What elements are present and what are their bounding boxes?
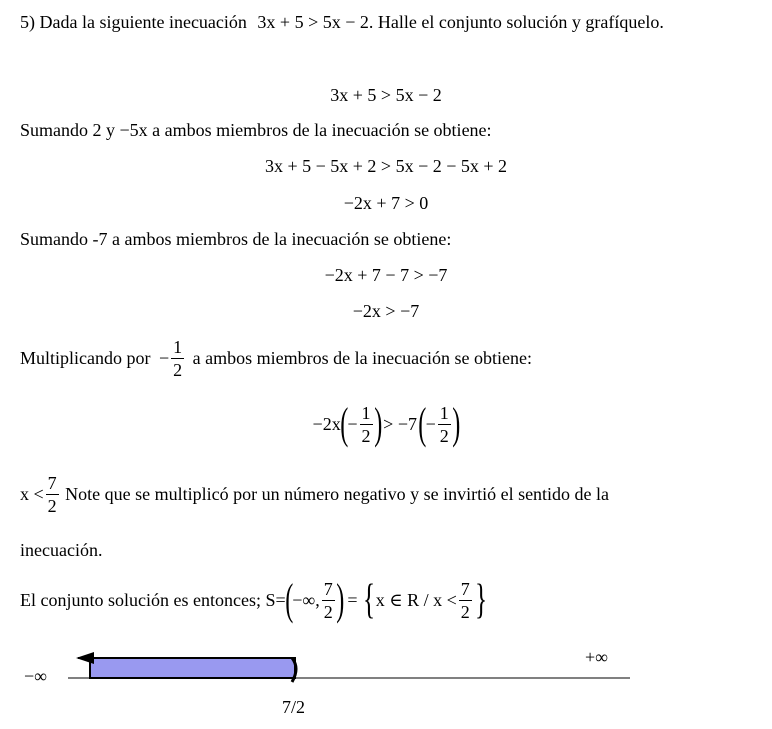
equation-2: 3x + 5 − 5x + 2 > 5x − 2 − 5x + 2 <box>264 156 508 176</box>
problem-text: 5) Dada la siguiente inecuación <box>20 12 247 32</box>
plus-infinity-label: +∞ <box>585 647 608 667</box>
point-label: 7/2 <box>282 697 306 717</box>
result-line <box>20 474 609 515</box>
problem-inequality: 3x + 5 > 5x − 2 <box>257 12 369 32</box>
fraction-one-half: $\frac{1}{2}$ <box>439 402 449 446</box>
note-text: Note que se multiplicó por un número negativo y se invirtió el sentido de la <box>65 484 610 504</box>
step-text-3-prefix: Multiplicando por <box>20 348 151 368</box>
problem-instruction: . Halle el conjunto solución y grafíquelo. <box>368 12 664 32</box>
fraction-seven-halves: $\frac{7}{2}$ <box>323 578 333 622</box>
step-text-3 <box>20 338 532 379</box>
step-text-1: Sumando 2 y −5x a ambos miembros de la inecuación se obtiene: <box>20 120 492 140</box>
solution-prefix: El conjunto solución es entonces; S= <box>20 589 286 610</box>
fraction-seven-halves: $\frac{7}{2}$ <box>460 578 470 622</box>
fraction-one-half: $\frac{1}{2}$ <box>361 402 371 446</box>
step-text-3-minus: − <box>158 348 170 368</box>
number-line <box>0 640 772 729</box>
fraction-seven-halves: $\frac{7}{2}$ <box>47 473 57 516</box>
equation-4: −2x + 7 − 7 > −7 <box>324 265 448 285</box>
step-text-3-suffix: a ambos miembros de la inecuación se obtiene: <box>192 348 533 368</box>
equation-6: −2x(− $\frac{1}{2}$ )> −7(− $\frac{1}{2}$ ) <box>312 399 461 448</box>
equation-5: −2x > −7 <box>352 301 420 321</box>
note-text-continued: inecuación. <box>20 540 103 560</box>
problem-statement <box>20 12 664 33</box>
solution-shading <box>90 658 295 678</box>
step-text-2: Sumando -7 a ambos miembros de la inecuación se obtiene: <box>20 229 452 249</box>
minus-infinity-label: −∞ <box>24 666 47 686</box>
solution-set: El conjunto solución es entonces; S=(−∞, $\frac{7}{2}$ ) = {x ∈ R / x < $\frac{7}{2}$ } <box>20 575 487 624</box>
equation-3: −2x + 7 > 0 <box>343 193 429 213</box>
equation-1: 3x + 5 > 5x − 2 <box>330 85 442 105</box>
fraction-one-half: $\frac{1}{2}$ <box>173 337 183 380</box>
result-lhs: x < <box>20 484 44 504</box>
